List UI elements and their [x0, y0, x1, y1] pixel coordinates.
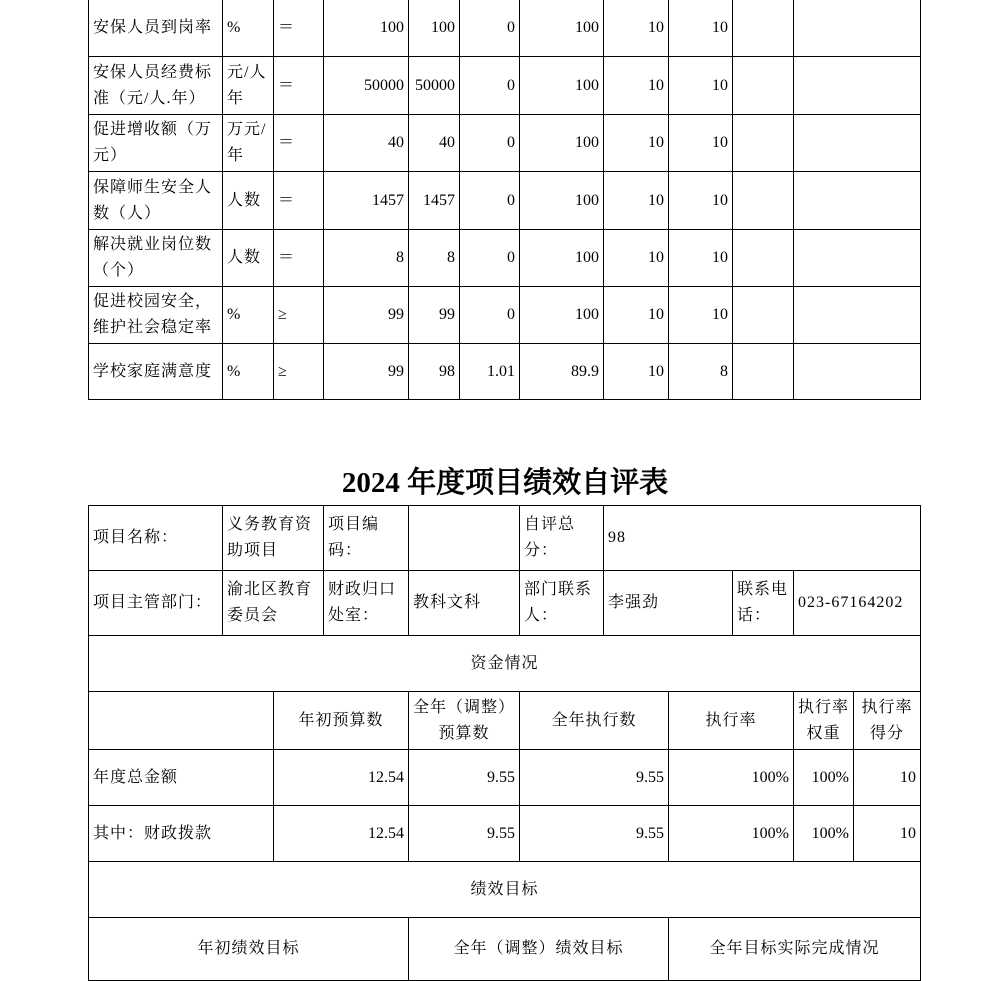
indicator-value-cell: [519, 56, 604, 115]
cell-text: 10: [712, 134, 728, 151]
cell-text: 解决就业岗位数（个）: [93, 236, 213, 279]
indicator-value-cell: [323, 229, 409, 287]
cell-text: 年初预算数: [298, 711, 384, 729]
cell-text: 8: [720, 362, 728, 380]
indicator-value-cell: [273, 343, 324, 400]
cell-text: 0: [507, 306, 515, 323]
cell-text: 0: [507, 134, 515, 151]
cell-text: 10: [900, 768, 916, 786]
indicator-value-cell: [793, 343, 921, 400]
cell-text: 项目名称：: [93, 529, 179, 546]
info-phone: [793, 570, 921, 636]
cell-text: 义务教育资助项目: [227, 516, 313, 559]
indicator-value-cell: [323, 171, 409, 230]
goals-section-title: [88, 861, 921, 918]
cell-text: 12.54: [368, 824, 404, 842]
indicator-value-cell: [732, 343, 794, 400]
cell-text: 9.55: [487, 768, 515, 786]
cell-text: 全年执行数: [551, 711, 637, 729]
indicator-value-cell: [603, 343, 669, 400]
cell-text: 0: [507, 19, 515, 36]
cell-text: 10: [712, 306, 728, 323]
info-phone-label: [732, 570, 794, 636]
cell-text: 年度总金额: [93, 768, 179, 786]
cell-text: 9.55: [636, 768, 664, 786]
cell-text: ＝: [278, 76, 296, 94]
cell-text: 全年目标实际完成情况: [709, 940, 880, 957]
indicator-name-cell: [88, 286, 223, 344]
indicator-value-cell: [222, 229, 274, 287]
cell-text: 9.55: [636, 824, 664, 842]
indicator-value-cell: [459, 56, 520, 115]
indicator-value-cell: [323, 0, 409, 57]
cell-text: 100: [575, 76, 599, 94]
info-project-code-label: [323, 505, 409, 571]
cell-text: 人数: [227, 249, 262, 266]
funds-cell: [793, 749, 854, 806]
indicator-value-cell: [273, 286, 324, 344]
indicator-value-cell: [668, 114, 733, 172]
indicator-value-cell: [519, 286, 604, 344]
info-total-score-label: [519, 505, 604, 571]
cell-text: ＝: [278, 249, 296, 266]
funds-header: [793, 691, 854, 750]
cell-text: 10: [648, 191, 664, 209]
cell-text: 100: [431, 19, 455, 36]
cell-text: 部门联系人：: [524, 581, 593, 624]
info-project-name-label: [88, 505, 223, 571]
indicator-value-cell: [603, 114, 669, 172]
funds-cell: [273, 805, 409, 862]
indicator-value-cell: [222, 0, 274, 57]
cell-text: 促进增收额（万元）: [93, 121, 213, 164]
cell-text: 0: [507, 76, 515, 94]
funds-header: [273, 691, 409, 750]
cell-text: 1.01: [487, 362, 515, 380]
cell-text: 12.54: [368, 768, 404, 786]
indicator-name-cell: [88, 114, 223, 172]
cell-text: 资金情况: [470, 654, 539, 672]
cell-text: ＝: [278, 134, 296, 151]
cell-text: 8: [396, 249, 404, 266]
page-title: 2024 年度项目绩效自评表: [341, 467, 669, 499]
cell-text: 项目编码：: [328, 516, 380, 559]
indicator-name-cell: [88, 0, 223, 57]
indicator-value-cell: [222, 114, 274, 172]
indicator-value-cell: [273, 56, 324, 115]
cell-text: %: [227, 306, 242, 323]
indicator-value-cell: [273, 229, 324, 287]
indicator-value-cell: [519, 171, 604, 230]
indicator-value-cell: [408, 171, 460, 230]
funds-header: [668, 691, 794, 750]
cell-text: 渝北区教育委员会: [227, 581, 313, 624]
indicator-value-cell: [668, 343, 733, 400]
indicator-value-cell: [273, 171, 324, 230]
indicator-value-cell: [273, 114, 324, 172]
indicator-value-cell: [519, 114, 604, 172]
cell-text: 10: [648, 249, 664, 266]
cell-text: 人数: [227, 191, 262, 209]
indicator-value-cell: [408, 0, 460, 57]
cell-text: 10: [712, 76, 728, 94]
indicator-value-cell: [793, 0, 921, 57]
info-total-score: [603, 505, 921, 571]
indicator-value-cell: [408, 114, 460, 172]
indicator-value-cell: [603, 286, 669, 344]
cell-text: 10: [900, 824, 916, 842]
indicator-value-cell: [793, 171, 921, 230]
cell-text: ＝: [278, 19, 296, 36]
indicator-value-cell: [323, 114, 409, 172]
funds-cell: [668, 805, 794, 862]
funds-cell: [668, 749, 794, 806]
funds-cell: [519, 749, 669, 806]
goals-header: [88, 917, 409, 981]
cell-text: 10: [712, 249, 728, 266]
info-dept-label: [88, 570, 223, 636]
indicator-value-cell: [603, 171, 669, 230]
cell-text: 执行率得分: [861, 698, 913, 742]
indicator-value-cell: [222, 286, 274, 344]
indicator-value-cell: [519, 343, 604, 400]
cell-text: 自评总分：: [524, 516, 576, 559]
cell-text: ≥: [278, 362, 288, 380]
cell-text: 10: [648, 134, 664, 151]
indicator-value-cell: [222, 171, 274, 230]
cell-text: 0: [507, 249, 515, 266]
cell-text: 9.55: [487, 824, 515, 842]
cell-text: 98: [439, 362, 455, 380]
cell-text: 100%: [811, 824, 849, 842]
indicator-value-cell: [668, 286, 733, 344]
cell-text: 财政归口处室：: [328, 581, 397, 624]
cell-text: 100: [575, 249, 599, 266]
cell-text: 98: [608, 529, 626, 546]
cell-text: 10: [712, 19, 728, 36]
cell-text: 保障师生安全人数（人）: [93, 178, 213, 222]
indicator-name-cell: [88, 171, 223, 230]
cell-text: ＝: [278, 191, 296, 209]
funds-header: [88, 691, 274, 750]
indicator-value-cell: [459, 343, 520, 400]
cell-text: 10: [648, 19, 664, 36]
funds-cell: [793, 805, 854, 862]
cell-text: 李强劲: [608, 594, 660, 611]
indicator-value-cell: [668, 229, 733, 287]
cell-text: 10: [712, 191, 728, 209]
indicator-value-cell: [323, 343, 409, 400]
cell-text: 项目主管部门：: [93, 594, 213, 611]
cell-text: 99: [388, 362, 404, 380]
indicator-value-cell: [273, 0, 324, 57]
indicator-value-cell: [222, 343, 274, 400]
cell-text: 元/人年: [227, 63, 267, 107]
cell-text: 100: [575, 134, 599, 151]
indicator-value-cell: [668, 56, 733, 115]
info-project-code: [408, 505, 520, 571]
indicator-value-cell: [408, 343, 460, 400]
info-project-name: [222, 505, 324, 571]
info-contact: [603, 570, 733, 636]
indicator-value-cell: [732, 114, 794, 172]
indicator-name-cell: [88, 229, 223, 287]
indicator-value-cell: [459, 114, 520, 172]
funds-header: [853, 691, 921, 750]
cell-text: 10: [648, 76, 664, 94]
indicator-value-cell: [793, 286, 921, 344]
indicator-value-cell: [408, 229, 460, 287]
cell-text: 全年（调整）预算数: [413, 698, 516, 742]
cell-text: 其中：财政拨款: [93, 824, 213, 842]
cell-text: 联系电话：: [737, 581, 789, 624]
indicator-value-cell: [732, 286, 794, 344]
cell-text: 99: [388, 306, 404, 323]
indicator-value-cell: [519, 229, 604, 287]
cell-text: 100%: [751, 824, 789, 842]
cell-text: 40: [439, 134, 455, 151]
cell-text: 安保人员经费标准（元/人.年）: [93, 63, 213, 107]
indicator-value-cell: [323, 286, 409, 344]
indicator-value-cell: [459, 229, 520, 287]
indicator-value-cell: [793, 56, 921, 115]
funds-cell: [88, 805, 274, 862]
indicator-value-cell: [668, 171, 733, 230]
cell-text: 100%: [811, 768, 849, 786]
indicator-value-cell: [793, 114, 921, 172]
cell-text: %: [227, 362, 242, 380]
cell-text: 执行率: [705, 711, 757, 729]
funds-header: [408, 691, 520, 750]
indicator-value-cell: [459, 171, 520, 230]
indicator-value-cell: [668, 0, 733, 57]
cell-text: ≥: [278, 306, 288, 323]
indicator-value-cell: [732, 0, 794, 57]
funds-cell: [88, 749, 274, 806]
cell-text: 教科文科: [413, 594, 482, 611]
cell-text: 促进校园安全，维护社会稳定率: [93, 293, 213, 336]
cell-text: 安保人员到岗率: [93, 19, 213, 36]
indicator-value-cell: [732, 229, 794, 287]
cell-text: 10: [648, 362, 664, 380]
funds-header: [519, 691, 669, 750]
indicator-value-cell: [222, 56, 274, 115]
funds-section-title: [88, 635, 921, 692]
funds-cell: [853, 749, 921, 806]
indicator-value-cell: [732, 56, 794, 115]
indicator-value-cell: [323, 56, 409, 115]
indicator-name-cell: [88, 343, 223, 400]
cell-text: 执行率权重: [798, 698, 850, 742]
cell-text: 学校家庭满意度: [93, 362, 213, 380]
cell-text: 99: [439, 306, 455, 323]
cell-text: 100: [575, 19, 599, 36]
cell-text: %: [227, 19, 242, 36]
indicator-value-cell: [459, 286, 520, 344]
cell-text: 89.9: [571, 362, 599, 380]
indicator-value-cell: [459, 0, 520, 57]
cell-text: 100: [575, 191, 599, 209]
cell-text: 0: [507, 191, 515, 209]
cell-text: 10: [648, 306, 664, 323]
info-contact-label: [519, 570, 604, 636]
indicator-value-cell: [408, 56, 460, 115]
cell-text: 100: [575, 306, 599, 323]
cell-text: 全年（调整）绩效目标: [453, 940, 624, 957]
indicator-name-cell: [88, 56, 223, 115]
funds-cell: [273, 749, 409, 806]
indicator-value-cell: [408, 286, 460, 344]
cell-text: 50000: [364, 76, 404, 94]
cell-text: 8: [447, 249, 455, 266]
cell-text: 100%: [751, 768, 789, 786]
cell-text: 1457: [372, 191, 404, 209]
cell-text: 023-67164202: [798, 594, 904, 611]
indicator-value-cell: [603, 0, 669, 57]
cell-text: 1457: [423, 191, 455, 209]
indicator-value-cell: [603, 229, 669, 287]
funds-cell: [519, 805, 669, 862]
goals-header: [408, 917, 669, 981]
funds-cell: [853, 805, 921, 862]
info-finance-office-label: [323, 570, 409, 636]
goals-header: [668, 917, 921, 981]
funds-cell: [408, 805, 520, 862]
cell-text: 50000: [415, 76, 455, 94]
cell-text: 年初绩效目标: [197, 940, 300, 957]
indicator-value-cell: [603, 56, 669, 115]
indicator-value-cell: [793, 229, 921, 287]
cell-text: 绩效目标: [470, 880, 539, 898]
info-dept: [222, 570, 324, 636]
funds-cell: [408, 749, 520, 806]
indicator-value-cell: [732, 171, 794, 230]
indicator-value-cell: [519, 0, 604, 57]
cell-text: 100: [380, 19, 404, 36]
info-finance-office: [408, 570, 520, 636]
cell-text: 40: [388, 134, 404, 151]
cell-text: 万元/年: [227, 121, 267, 164]
